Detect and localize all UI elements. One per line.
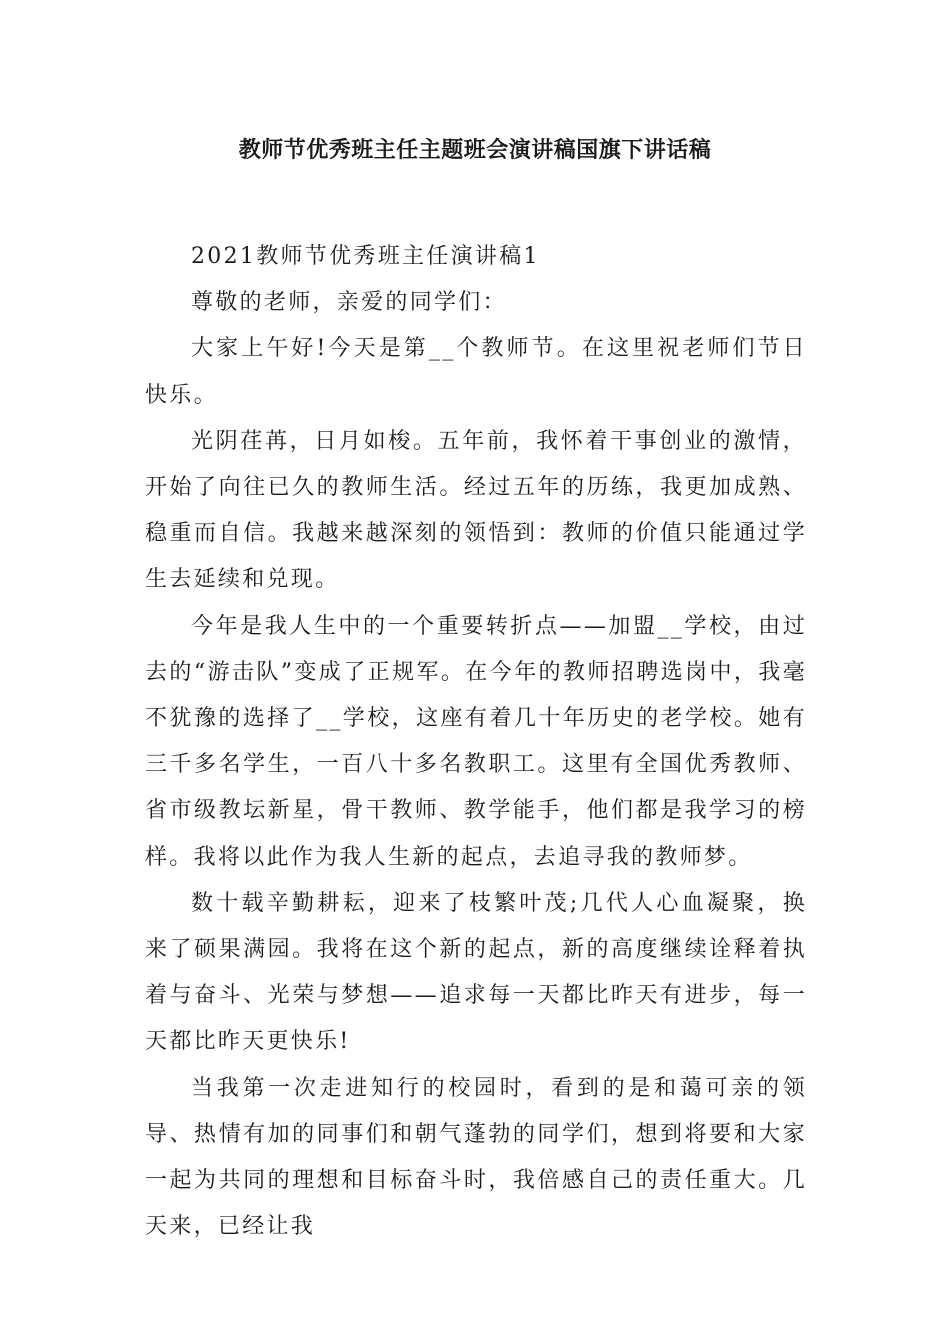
document-title: 教师节优秀班主任主题班会演讲稿国旗下讲话稿	[238, 138, 712, 163]
paragraph-body: 当我第一次走进知行的校园时，看到的是和蔼可亲的领导、热情有加的同事们和朝气蓬勃的同学们，想到将要和大家一起为共同的理想和目标奋斗时，我倍感自己的责任重大。几天来，已经让我	[145, 1075, 807, 1240]
paragraph-body: 光阴荏苒，日月如梭。五年前，我怀着干事创业的激情，开始了向往已久的教师生活。经过五年的历练，我更加成熟、稳重而自信。我越来越深刻的领悟到：教师的价值只能通过学生去延续和兑现。	[145, 428, 807, 593]
paragraph-body: 今年是我人生中的一个重要转折点——加盟__学校，由过去的“游击队”变成了正规军。在今年的教师招聘选岗中，我毫不犹豫的选择了__学校，这座有着几十年历史的老学校。她有三千多名学生，一百八十多名教职工。这里有全国优秀教师、省市级教坛新星，骨干教师、教学能手，他们都是我学习的榜样。我将以此作为我人生新的起点，去追寻我的教师梦。	[145, 613, 807, 870]
paragraph-subtitle: 2021教师节优秀班主任演讲稿1	[191, 244, 540, 269]
paragraph-greeting: 大家上午好!今天是第__个教师节。在这里祝老师们节日快乐。	[145, 336, 807, 408]
paragraph-salutation: 尊敬的老师，亲爱的同学们：	[191, 290, 507, 316]
paragraph-body: 数十载辛勤耕耘，迎来了枝繁叶茂;几代人心血凝聚，换来了硕果满园。我将在这个新的起点，新的高度继续诠释着执着与奋斗、光荣与梦想——追求每一天都比昨天有进步，每一天都比昨天更快乐!	[145, 890, 807, 1055]
document-body	[145, 234, 807, 1250]
